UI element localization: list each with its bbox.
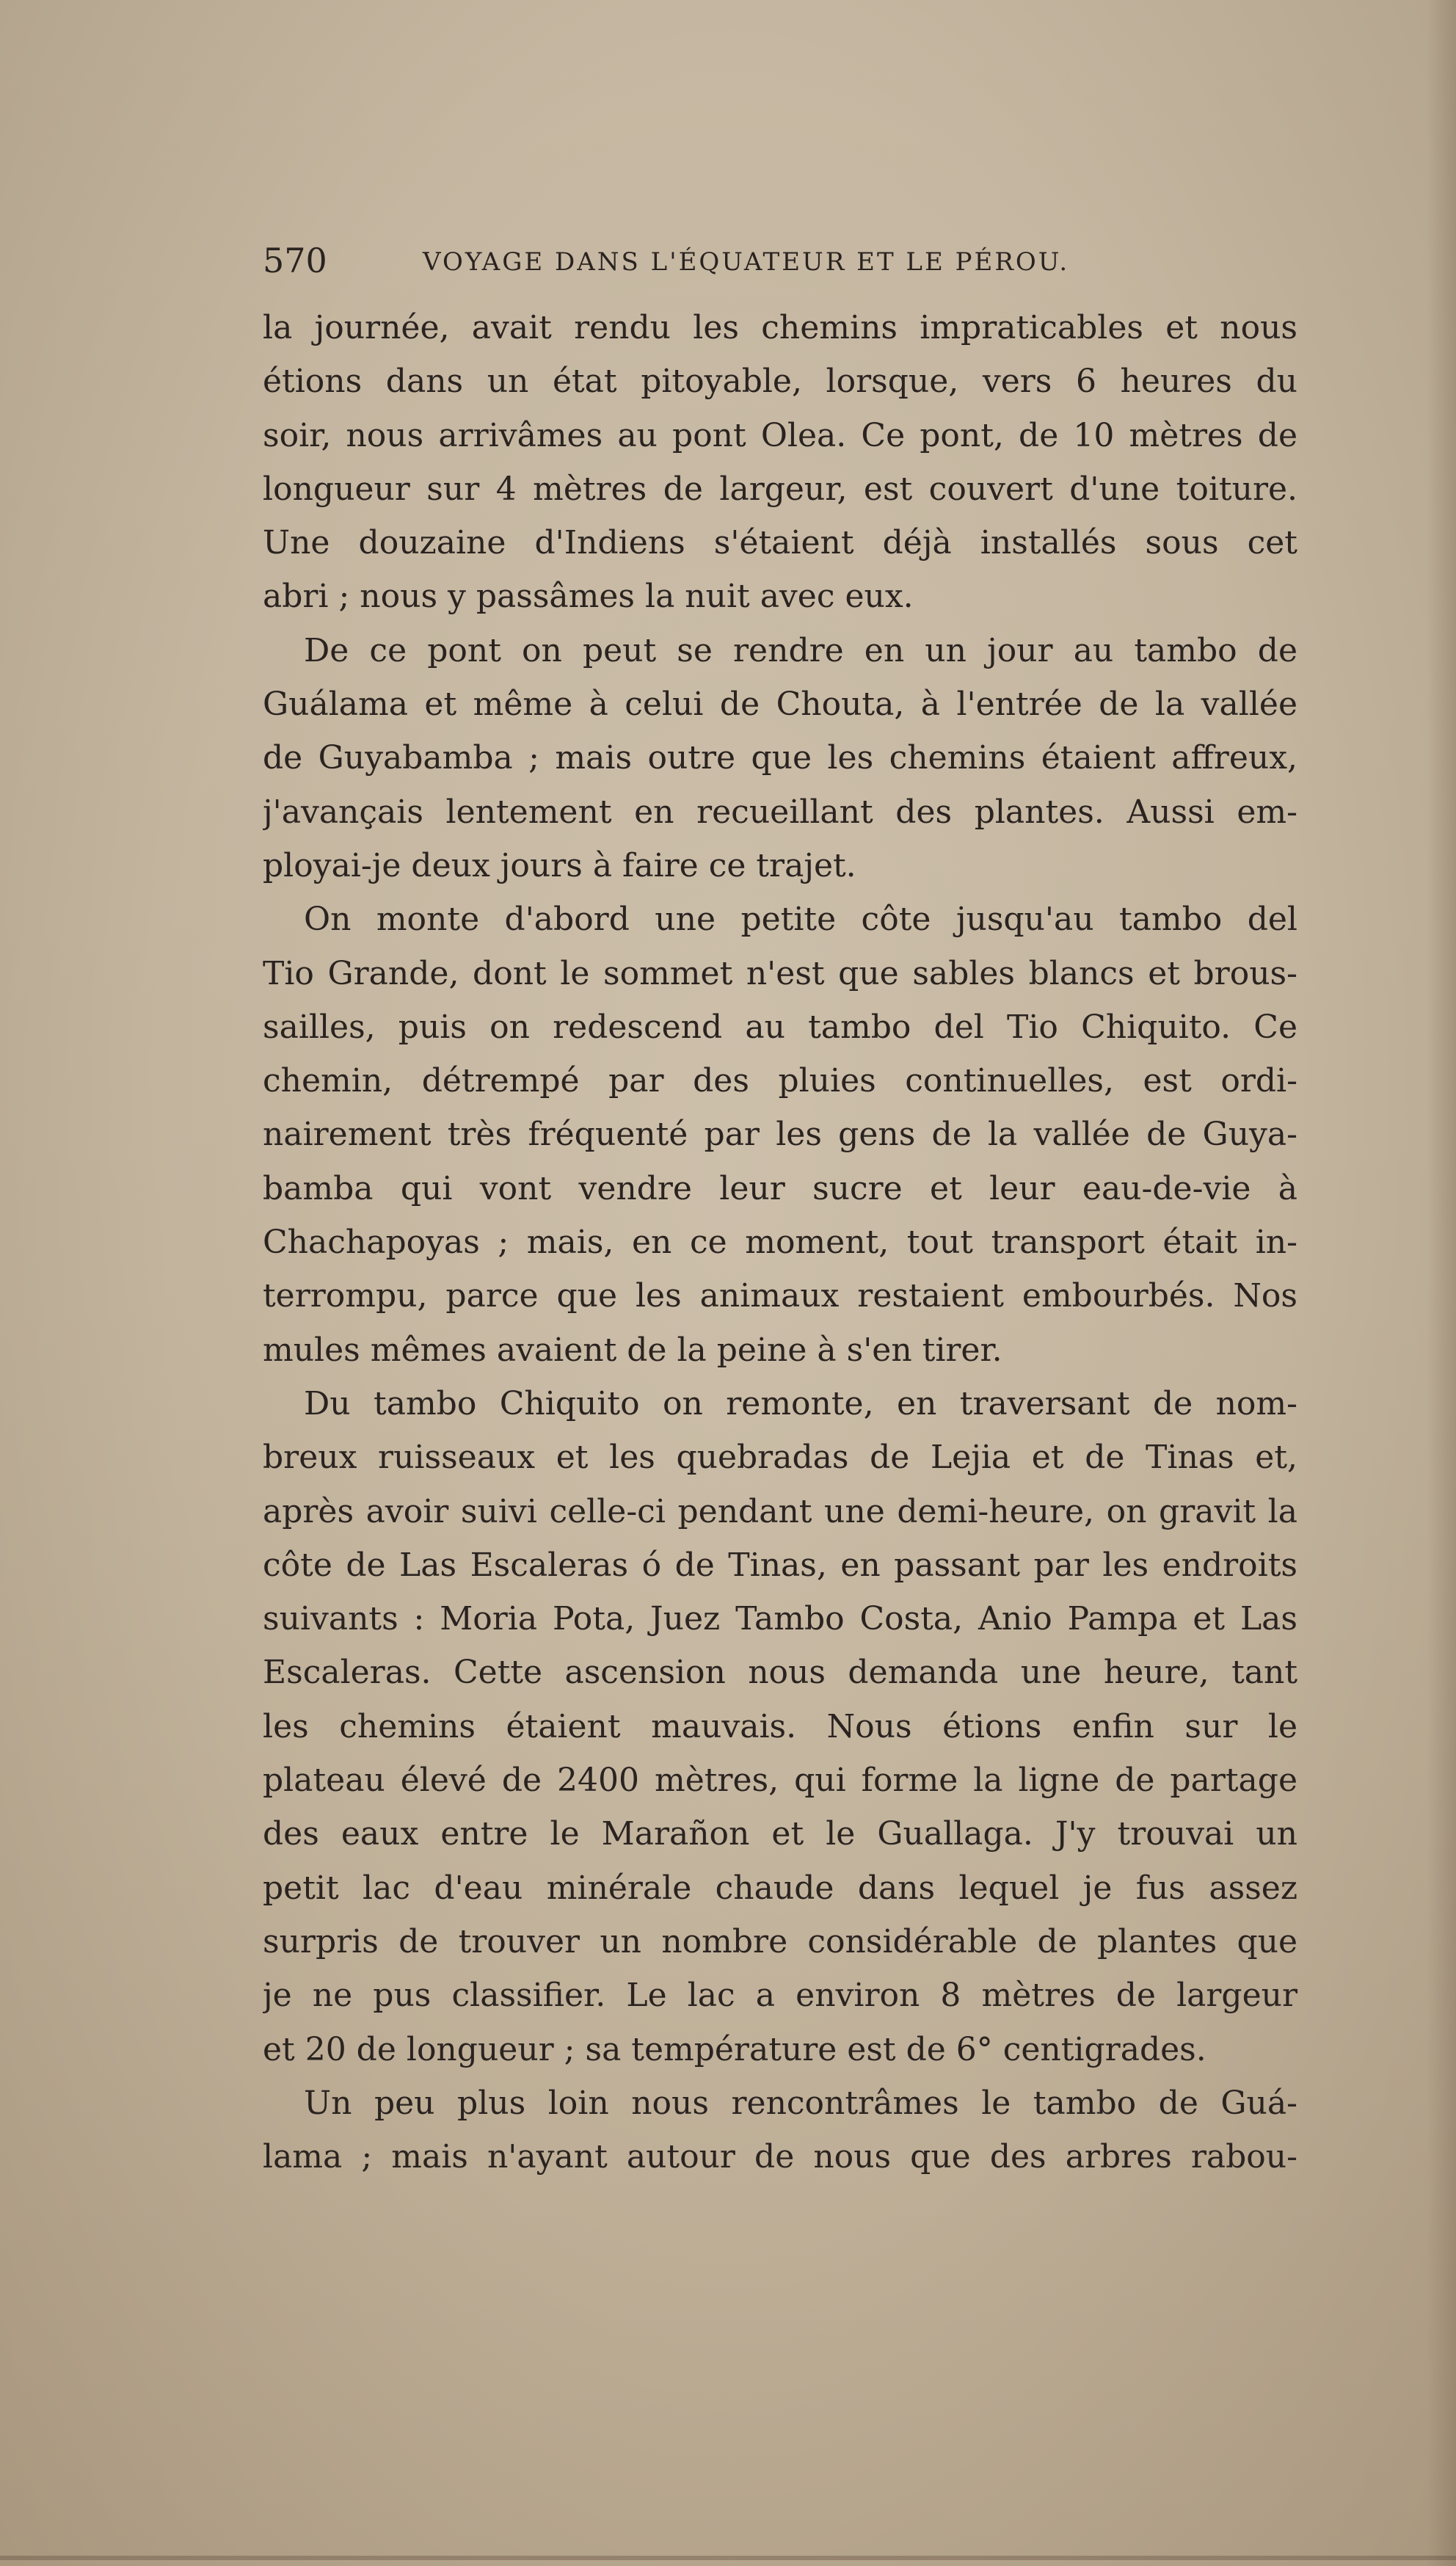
text-line: chemin, détrempé par des pluies continuelles, est ordi- [263,1062,1297,1100]
text-line: surpris de trouver un nombre considérable de plantes que [263,1922,1297,1960]
text-line: Une douzaine d'Indiens s'étaient déjà installés sous cet [263,524,1297,562]
text-line: breux ruisseaux et les quebradas de Lejia et de Tinas et, [263,1439,1297,1477]
text-line: Un peu plus loin nous rencontrâmes le tambo de Guá- [304,2084,1297,2122]
text-line: les chemins étaient mauvais. Nous étions enfin sur le [263,1707,1297,1745]
text-line: nairement très fréquenté par les gens de la vallée de Guya- [263,1116,1297,1154]
running-head: VOYAGE DANS L'ÉQUATEUR ET LE PÉROU. [423,247,1070,277]
text-line: et 20 de longueur ; sa température est de 6° centigrades. [263,2030,1206,2068]
text-line: suivants : Moria Pota, Juez Tambo Costa, Anio Pampa et Las [263,1600,1297,1638]
text-line: de Guyabamba ; mais outre que les chemins étaient affreux, [263,739,1297,777]
text-line: bamba qui vont vendre leur sucre et leur eau-de-vie à [263,1169,1297,1207]
text-line: côte de Las Escaleras ó de Tinas, en passant par les endroits [263,1546,1297,1584]
text-line: plateau élevé de 2400 mètres, qui forme la ligne de partage [263,1762,1297,1800]
text-line: des eaux entre le Marañon et le Guallaga. J'y trouvai un [263,1815,1297,1853]
text-line: mules mêmes avaient de la peine à s'en tirer. [263,1331,1002,1369]
text-line: sailles, puis on redescend au tambo del Tio Chiquito. Ce [263,1008,1297,1046]
text-line: Escaleras. Cette ascension nous demanda une heure, tant [263,1654,1297,1692]
text-line: petit lac d'eau minérale chaude dans lequel je fus assez [263,1869,1297,1907]
text-line: j'avançais lentement en recueillant des plantes. Aussi em- [263,793,1297,831]
page-edge-shadow [1427,0,1456,2566]
text-line: Guálama et même à celui de Chouta, à l'entrée de la vallée [263,686,1297,724]
text-line: abri ; nous y passâmes la nuit avec eux. [263,578,914,616]
text-line: je ne pus classifier. Le lac a environ 8 mètres de largeur [263,1977,1297,2015]
text-line: Tio Grande, dont le sommet n'est que sables blancs et brous- [263,954,1297,992]
body-text [263,301,1297,2184]
text-line: étions dans un état pitoyable, lorsque, vers 6 heures du [263,363,1297,401]
page-number: 570 [263,241,327,280]
text-line: la journée, avait rendu les chemins impraticables et nous [263,309,1297,346]
text-line: lama ; mais n'ayant autour de nous que des arbres rabou- [263,2138,1297,2176]
page-bottom-edge [0,2556,1456,2560]
page-header [263,237,1297,284]
text-line: ployai-je deux jours à faire ce trajet. [263,846,856,884]
text-line: Chachapoyas ; mais, en ce moment, tout transport était in- [263,1224,1297,1262]
text-line: On monte d'abord une petite côte jusqu'au tambo del [304,901,1297,939]
text-line: De ce pont on peut se rendre en un jour au tambo de [304,631,1297,669]
text-line: longueur sur 4 mètres de largeur, est couvert d'une toiture. [263,470,1297,508]
text-line: terrompu, parce que les animaux restaient embourbés. Nos [263,1277,1297,1315]
text-line: soir, nous arrivâmes au pont Olea. Ce pont, de 10 mètres de [263,416,1297,454]
text-line: Du tambo Chiquito on remonte, en traversant de nom- [304,1384,1297,1422]
text-line: après avoir suivi celle-ci pendant une demi-heure, on gravit la [263,1492,1297,1530]
